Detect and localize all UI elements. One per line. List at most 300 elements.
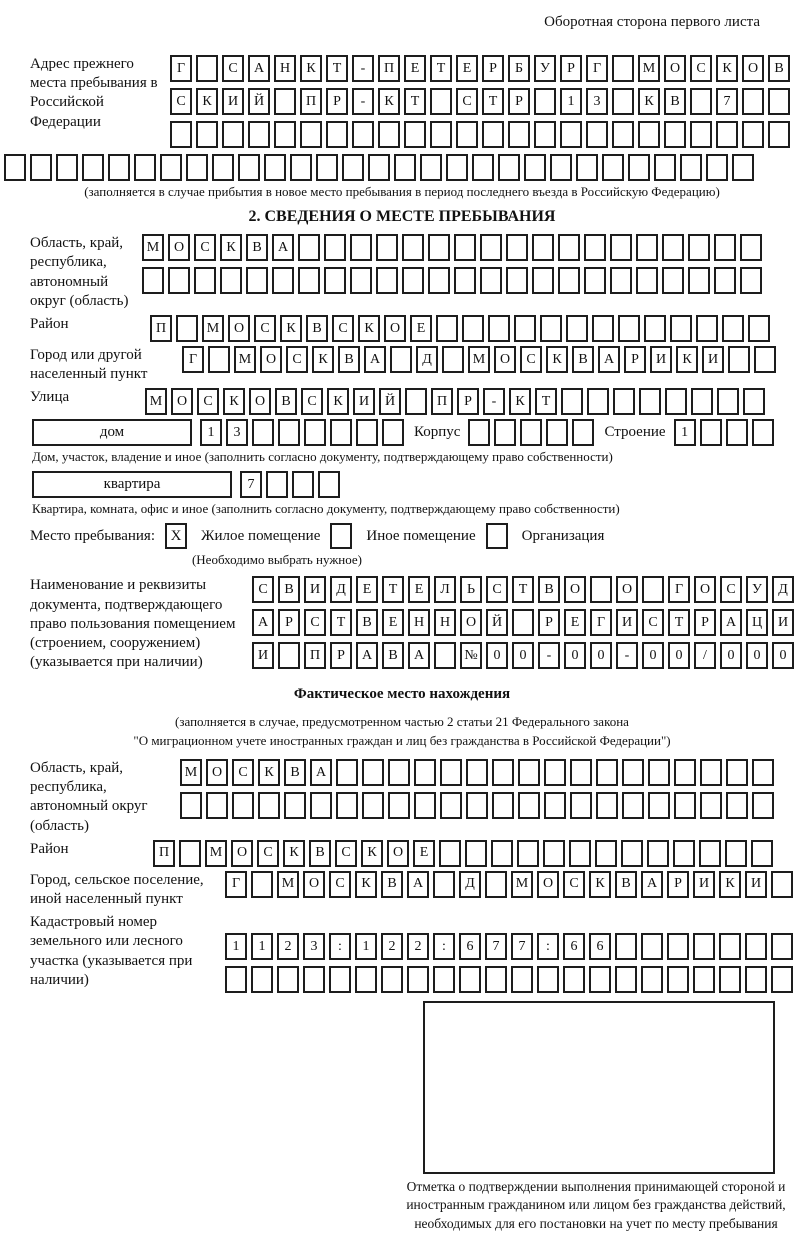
char-cell: К	[312, 346, 334, 373]
char-cell: К	[223, 388, 245, 415]
char-cell	[251, 966, 273, 993]
char-cell	[664, 121, 686, 148]
char-cell: Р	[560, 55, 582, 82]
char-cell: О	[171, 388, 193, 415]
char-cell	[690, 121, 712, 148]
char-cell: М	[511, 871, 533, 898]
char-cell: С	[563, 871, 585, 898]
char-cell: А	[272, 234, 294, 261]
char-cell	[30, 154, 52, 181]
char-cell	[752, 792, 774, 819]
korpus-label: Корпус	[414, 424, 461, 441]
char-cell	[610, 267, 632, 294]
char-cell	[362, 759, 384, 786]
char-cell: М	[234, 346, 256, 373]
char-cell: 0	[642, 642, 664, 669]
house-label-box: дом	[32, 419, 192, 446]
char-cell: О	[664, 55, 686, 82]
char-cell: Р	[694, 609, 716, 636]
char-cell: В	[572, 346, 594, 373]
char-cell: :	[433, 933, 455, 960]
char-cell: А	[720, 609, 742, 636]
char-cell: О	[206, 759, 228, 786]
char-cell: 2	[381, 933, 403, 960]
char-cell	[350, 234, 372, 261]
char-cell: П	[153, 840, 175, 867]
char-cell: О	[303, 871, 325, 898]
field-actual-district	[30, 840, 774, 867]
char-cell: К	[361, 840, 383, 867]
char-cell	[456, 121, 478, 148]
char-cell: К	[355, 871, 377, 898]
char-cell	[430, 88, 452, 115]
char-cell-row	[252, 609, 794, 636]
char-cell	[752, 419, 774, 446]
char-cell: Й	[486, 609, 508, 636]
checkbox-organizatsiya	[486, 523, 508, 549]
char-cell	[592, 315, 614, 342]
char-cell-row	[142, 267, 762, 294]
char-cell: О	[537, 871, 559, 898]
char-cell	[168, 267, 190, 294]
char-cell: К	[589, 871, 611, 898]
char-cell	[628, 154, 650, 181]
char-cell	[699, 840, 721, 867]
char-cell	[290, 154, 312, 181]
char-cell	[543, 840, 565, 867]
char-cell	[719, 933, 741, 960]
char-cell: А	[407, 871, 429, 898]
char-cell-row	[180, 759, 774, 786]
char-cell	[196, 55, 218, 82]
stroenie-label: Строение	[604, 424, 666, 441]
char-cell	[251, 871, 273, 898]
char-cell	[266, 471, 288, 498]
char-cell	[324, 234, 346, 261]
char-cell: 0	[486, 642, 508, 669]
char-cell	[615, 933, 637, 960]
char-cell	[716, 121, 738, 148]
char-cell: И	[772, 609, 794, 636]
char-cell	[751, 840, 773, 867]
char-cell	[414, 759, 436, 786]
field-house	[30, 419, 774, 446]
char-cell	[298, 267, 320, 294]
district-label: Район	[30, 316, 69, 332]
char-cell	[142, 267, 164, 294]
char-cell: Г	[225, 871, 247, 898]
char-cell	[612, 55, 634, 82]
char-cell	[304, 419, 326, 446]
char-cell-row	[170, 55, 790, 82]
char-cell: М	[638, 55, 660, 82]
char-cell: Г	[586, 55, 608, 82]
char-cell	[292, 471, 314, 498]
char-cell: -	[352, 88, 374, 115]
stamp-area	[395, 1001, 797, 1233]
char-cell: И	[353, 388, 375, 415]
char-cell: 1	[560, 88, 582, 115]
char-cell: М	[142, 234, 164, 261]
char-cell	[745, 933, 767, 960]
char-cell	[584, 267, 606, 294]
char-cell	[740, 267, 762, 294]
char-cell-row	[252, 576, 794, 603]
char-cell: И	[693, 871, 715, 898]
char-cell	[480, 267, 502, 294]
char-cell: 1	[674, 419, 696, 446]
char-cell	[612, 121, 634, 148]
char-cell	[570, 759, 592, 786]
field-flat	[30, 471, 774, 498]
char-cell: Р	[330, 642, 352, 669]
char-cell: К	[638, 88, 660, 115]
char-cell	[706, 154, 728, 181]
char-cell: О	[494, 346, 516, 373]
char-cell: Т	[482, 88, 504, 115]
char-cell	[350, 267, 372, 294]
char-cell-row-full-width	[4, 154, 774, 181]
char-cell	[274, 88, 296, 115]
char-cell: 0	[720, 642, 742, 669]
char-cell	[517, 840, 539, 867]
char-cell	[641, 933, 663, 960]
char-cell	[602, 154, 624, 181]
char-cell	[696, 315, 718, 342]
char-cell	[442, 346, 464, 373]
char-cell	[440, 759, 462, 786]
char-cell	[584, 234, 606, 261]
field-prev-address	[30, 55, 784, 148]
actual-region-label: Область, край, республика, автономный округ (область)	[30, 760, 148, 834]
char-cell: С	[222, 55, 244, 82]
actual-location-note-2: "О миграционном учете иностранных граждан и лиц без гражданства в Российской Федерации")	[133, 733, 671, 749]
house-note: Дом, участок, владение и иное (заполнить согласно документу, подтверждающему право собственности)	[32, 449, 613, 465]
char-cell	[742, 88, 764, 115]
char-cell	[570, 792, 592, 819]
char-cell	[362, 792, 384, 819]
char-cell	[176, 315, 198, 342]
char-cell-row	[225, 871, 793, 898]
field-street	[30, 388, 774, 415]
char-cell: А	[641, 871, 663, 898]
char-cell	[404, 121, 426, 148]
flat-label-box: квартира	[32, 471, 232, 498]
char-cell: 6	[459, 933, 481, 960]
char-cell	[644, 315, 666, 342]
char-cell	[719, 966, 741, 993]
char-cell: О	[260, 346, 282, 373]
char-cell: Р	[667, 871, 689, 898]
char-cell	[466, 759, 488, 786]
char-cell: Д	[772, 576, 794, 603]
char-cell: Р	[624, 346, 646, 373]
char-cell: К	[258, 759, 280, 786]
char-cell	[180, 792, 202, 819]
char-cell	[402, 267, 424, 294]
char-cell	[272, 267, 294, 294]
char-cell: М	[145, 388, 167, 415]
char-cell: С	[332, 315, 354, 342]
char-cell: В	[275, 388, 297, 415]
char-cell: С	[252, 576, 274, 603]
char-cell	[690, 88, 712, 115]
char-cell	[511, 966, 533, 993]
char-cell: А	[252, 609, 274, 636]
char-cell	[414, 792, 436, 819]
char-cell	[394, 154, 416, 181]
char-cell: С	[720, 576, 742, 603]
char-cell	[4, 154, 26, 181]
char-cell	[586, 121, 608, 148]
char-cell	[434, 642, 456, 669]
char-cell	[700, 792, 722, 819]
char-cell: А	[598, 346, 620, 373]
char-cell	[771, 966, 793, 993]
char-cell	[532, 234, 554, 261]
char-cell	[534, 121, 556, 148]
char-cell	[225, 966, 247, 993]
char-cell	[732, 154, 754, 181]
char-cell: 7	[511, 933, 533, 960]
char-cell	[355, 966, 377, 993]
char-cell	[160, 154, 182, 181]
char-cell-row	[170, 121, 790, 148]
char-cell: С	[690, 55, 712, 82]
char-cell: Р	[457, 388, 479, 415]
char-cell: С	[456, 88, 478, 115]
char-cell	[252, 419, 274, 446]
char-cell	[376, 234, 398, 261]
char-cell: 0	[590, 642, 612, 669]
char-cell	[108, 154, 130, 181]
char-cell	[407, 966, 429, 993]
char-cell: Т	[668, 609, 690, 636]
char-cell: К	[546, 346, 568, 373]
char-cell: П	[431, 388, 453, 415]
char-cell: Р	[538, 609, 560, 636]
char-cell: И	[304, 576, 326, 603]
char-cell: :	[537, 933, 559, 960]
char-cell	[206, 792, 228, 819]
char-cell	[728, 346, 750, 373]
char-cell	[329, 966, 351, 993]
char-cell	[662, 267, 684, 294]
char-cell	[428, 267, 450, 294]
char-cell	[462, 315, 484, 342]
char-cell	[494, 419, 516, 446]
char-cell: В	[381, 871, 403, 898]
char-cell	[485, 871, 507, 898]
char-cell	[82, 154, 104, 181]
char-cell	[170, 121, 192, 148]
document-label: Наименование и реквизиты документа, подтверждающего право пользования помещением (строением, сооружением) (указывается при наличии)	[30, 577, 236, 671]
char-cell	[512, 609, 534, 636]
char-cell	[647, 840, 669, 867]
char-cell	[596, 759, 618, 786]
char-cell	[222, 121, 244, 148]
char-cell	[491, 840, 513, 867]
char-cell: В	[284, 759, 306, 786]
char-cell	[459, 966, 481, 993]
actual-city-label: Город, сельское поселение, иной населенный пункт	[30, 871, 204, 907]
char-cell	[466, 792, 488, 819]
char-cell: К	[283, 840, 305, 867]
char-cell	[468, 419, 490, 446]
char-cell: В	[306, 315, 328, 342]
char-cell: Г	[170, 55, 192, 82]
char-cell: С	[642, 609, 664, 636]
field-actual-city	[30, 871, 774, 909]
char-cell	[405, 388, 427, 415]
char-cell	[238, 154, 260, 181]
char-cell: И	[650, 346, 672, 373]
char-cell: Й	[248, 88, 270, 115]
char-cell: О	[231, 840, 253, 867]
char-cell	[642, 576, 664, 603]
char-cell	[560, 121, 582, 148]
char-cell: 0	[512, 642, 534, 669]
char-cell	[587, 388, 609, 415]
cadastral-label: Кадастровый номер земельного или лесного участка (указывается при наличии)	[30, 914, 193, 988]
char-cell: Г	[668, 576, 690, 603]
char-cell: /	[694, 642, 716, 669]
char-cell	[480, 234, 502, 261]
char-cell: Т	[512, 576, 534, 603]
char-cell	[506, 267, 528, 294]
char-cell: О	[564, 576, 586, 603]
prev-address-note: (заполняется в случае прибытия в новое место пребывания в период последнего въезда в Российскую Федерацию)	[84, 184, 720, 199]
char-cell: Е	[564, 609, 586, 636]
char-cell: В	[278, 576, 300, 603]
char-cell-row	[182, 346, 776, 373]
char-cell: Н	[408, 609, 430, 636]
char-cell: К	[327, 388, 349, 415]
char-cell: Ь	[460, 576, 482, 603]
char-cell	[670, 315, 692, 342]
char-cell: К	[300, 55, 322, 82]
char-cell: 7	[716, 88, 738, 115]
char-cell	[688, 234, 710, 261]
char-cell: Д	[416, 346, 438, 373]
option-label-inoe: Иное помещение	[366, 527, 476, 544]
char-cell: 6	[589, 933, 611, 960]
char-cell: С	[304, 609, 326, 636]
char-cell	[700, 759, 722, 786]
char-cell: 1	[355, 933, 377, 960]
char-cell: С	[335, 840, 357, 867]
char-cell	[326, 121, 348, 148]
char-cell: И	[252, 642, 274, 669]
char-cell	[566, 315, 588, 342]
char-cell	[454, 267, 476, 294]
field-place-type	[30, 523, 774, 549]
char-cell: А	[356, 642, 378, 669]
field-document	[30, 576, 789, 672]
char-cell: О	[694, 576, 716, 603]
char-cell-row	[153, 840, 773, 867]
char-cell	[208, 346, 230, 373]
char-cell-row	[150, 315, 770, 342]
char-cell	[485, 966, 507, 993]
char-cell	[433, 966, 455, 993]
char-cell	[610, 234, 632, 261]
char-cell	[550, 154, 572, 181]
char-cell	[524, 154, 546, 181]
char-cell	[248, 121, 270, 148]
char-cell: С	[232, 759, 254, 786]
option-label-zhiloe: Жилое помещение	[201, 527, 321, 544]
char-cell: К	[220, 234, 242, 261]
char-cell: 3	[586, 88, 608, 115]
char-cell	[752, 759, 774, 786]
char-cell	[754, 346, 776, 373]
char-cell	[714, 267, 736, 294]
char-cell	[439, 840, 461, 867]
stamp-caption: Отметка о подтверждении выполнения принимающей стороной и иностранным гражданином или лицом без гражданства действий, необходимых для его постановки на учет по месту пребывания	[406, 1179, 786, 1231]
char-cell: Е	[456, 55, 478, 82]
char-cell	[714, 234, 736, 261]
char-cell	[454, 234, 476, 261]
char-cell	[330, 419, 352, 446]
char-cell	[518, 759, 540, 786]
field-city	[30, 346, 774, 384]
char-cell: У	[746, 576, 768, 603]
char-cell: О	[384, 315, 406, 342]
char-cell: И	[222, 88, 244, 115]
char-cell: О	[168, 234, 190, 261]
char-cell: :	[329, 933, 351, 960]
char-cell: Т	[404, 88, 426, 115]
char-cell: К	[719, 871, 741, 898]
char-cell: С	[520, 346, 542, 373]
char-cell: 3	[303, 933, 325, 960]
street-label: Улица	[30, 389, 70, 406]
char-cell: -	[483, 388, 505, 415]
char-cell	[569, 840, 591, 867]
char-cell	[428, 234, 450, 261]
char-cell	[717, 388, 739, 415]
char-cell	[700, 419, 722, 446]
char-cell	[318, 471, 340, 498]
char-cell: С	[197, 388, 219, 415]
char-cell: С	[286, 346, 308, 373]
char-cell	[544, 759, 566, 786]
char-cell	[691, 388, 713, 415]
char-cell-row	[225, 933, 793, 960]
char-cell	[402, 234, 424, 261]
char-cell	[436, 315, 458, 342]
char-cell-row	[170, 88, 790, 115]
char-cell: С	[329, 871, 351, 898]
char-cell-row	[145, 388, 765, 415]
char-cell: Т	[430, 55, 452, 82]
char-cell: А	[310, 759, 332, 786]
char-cell	[648, 792, 670, 819]
char-cell	[622, 792, 644, 819]
char-cell	[378, 121, 400, 148]
char-cell: С	[254, 315, 276, 342]
char-cell	[196, 121, 218, 148]
char-cell	[544, 792, 566, 819]
checkbox-inoe-pomeshchenie	[330, 523, 352, 549]
char-cell	[264, 154, 286, 181]
char-cell: В	[768, 55, 790, 82]
char-cell	[430, 121, 452, 148]
char-cell	[336, 792, 358, 819]
char-cell	[540, 315, 562, 342]
char-cell: К	[196, 88, 218, 115]
